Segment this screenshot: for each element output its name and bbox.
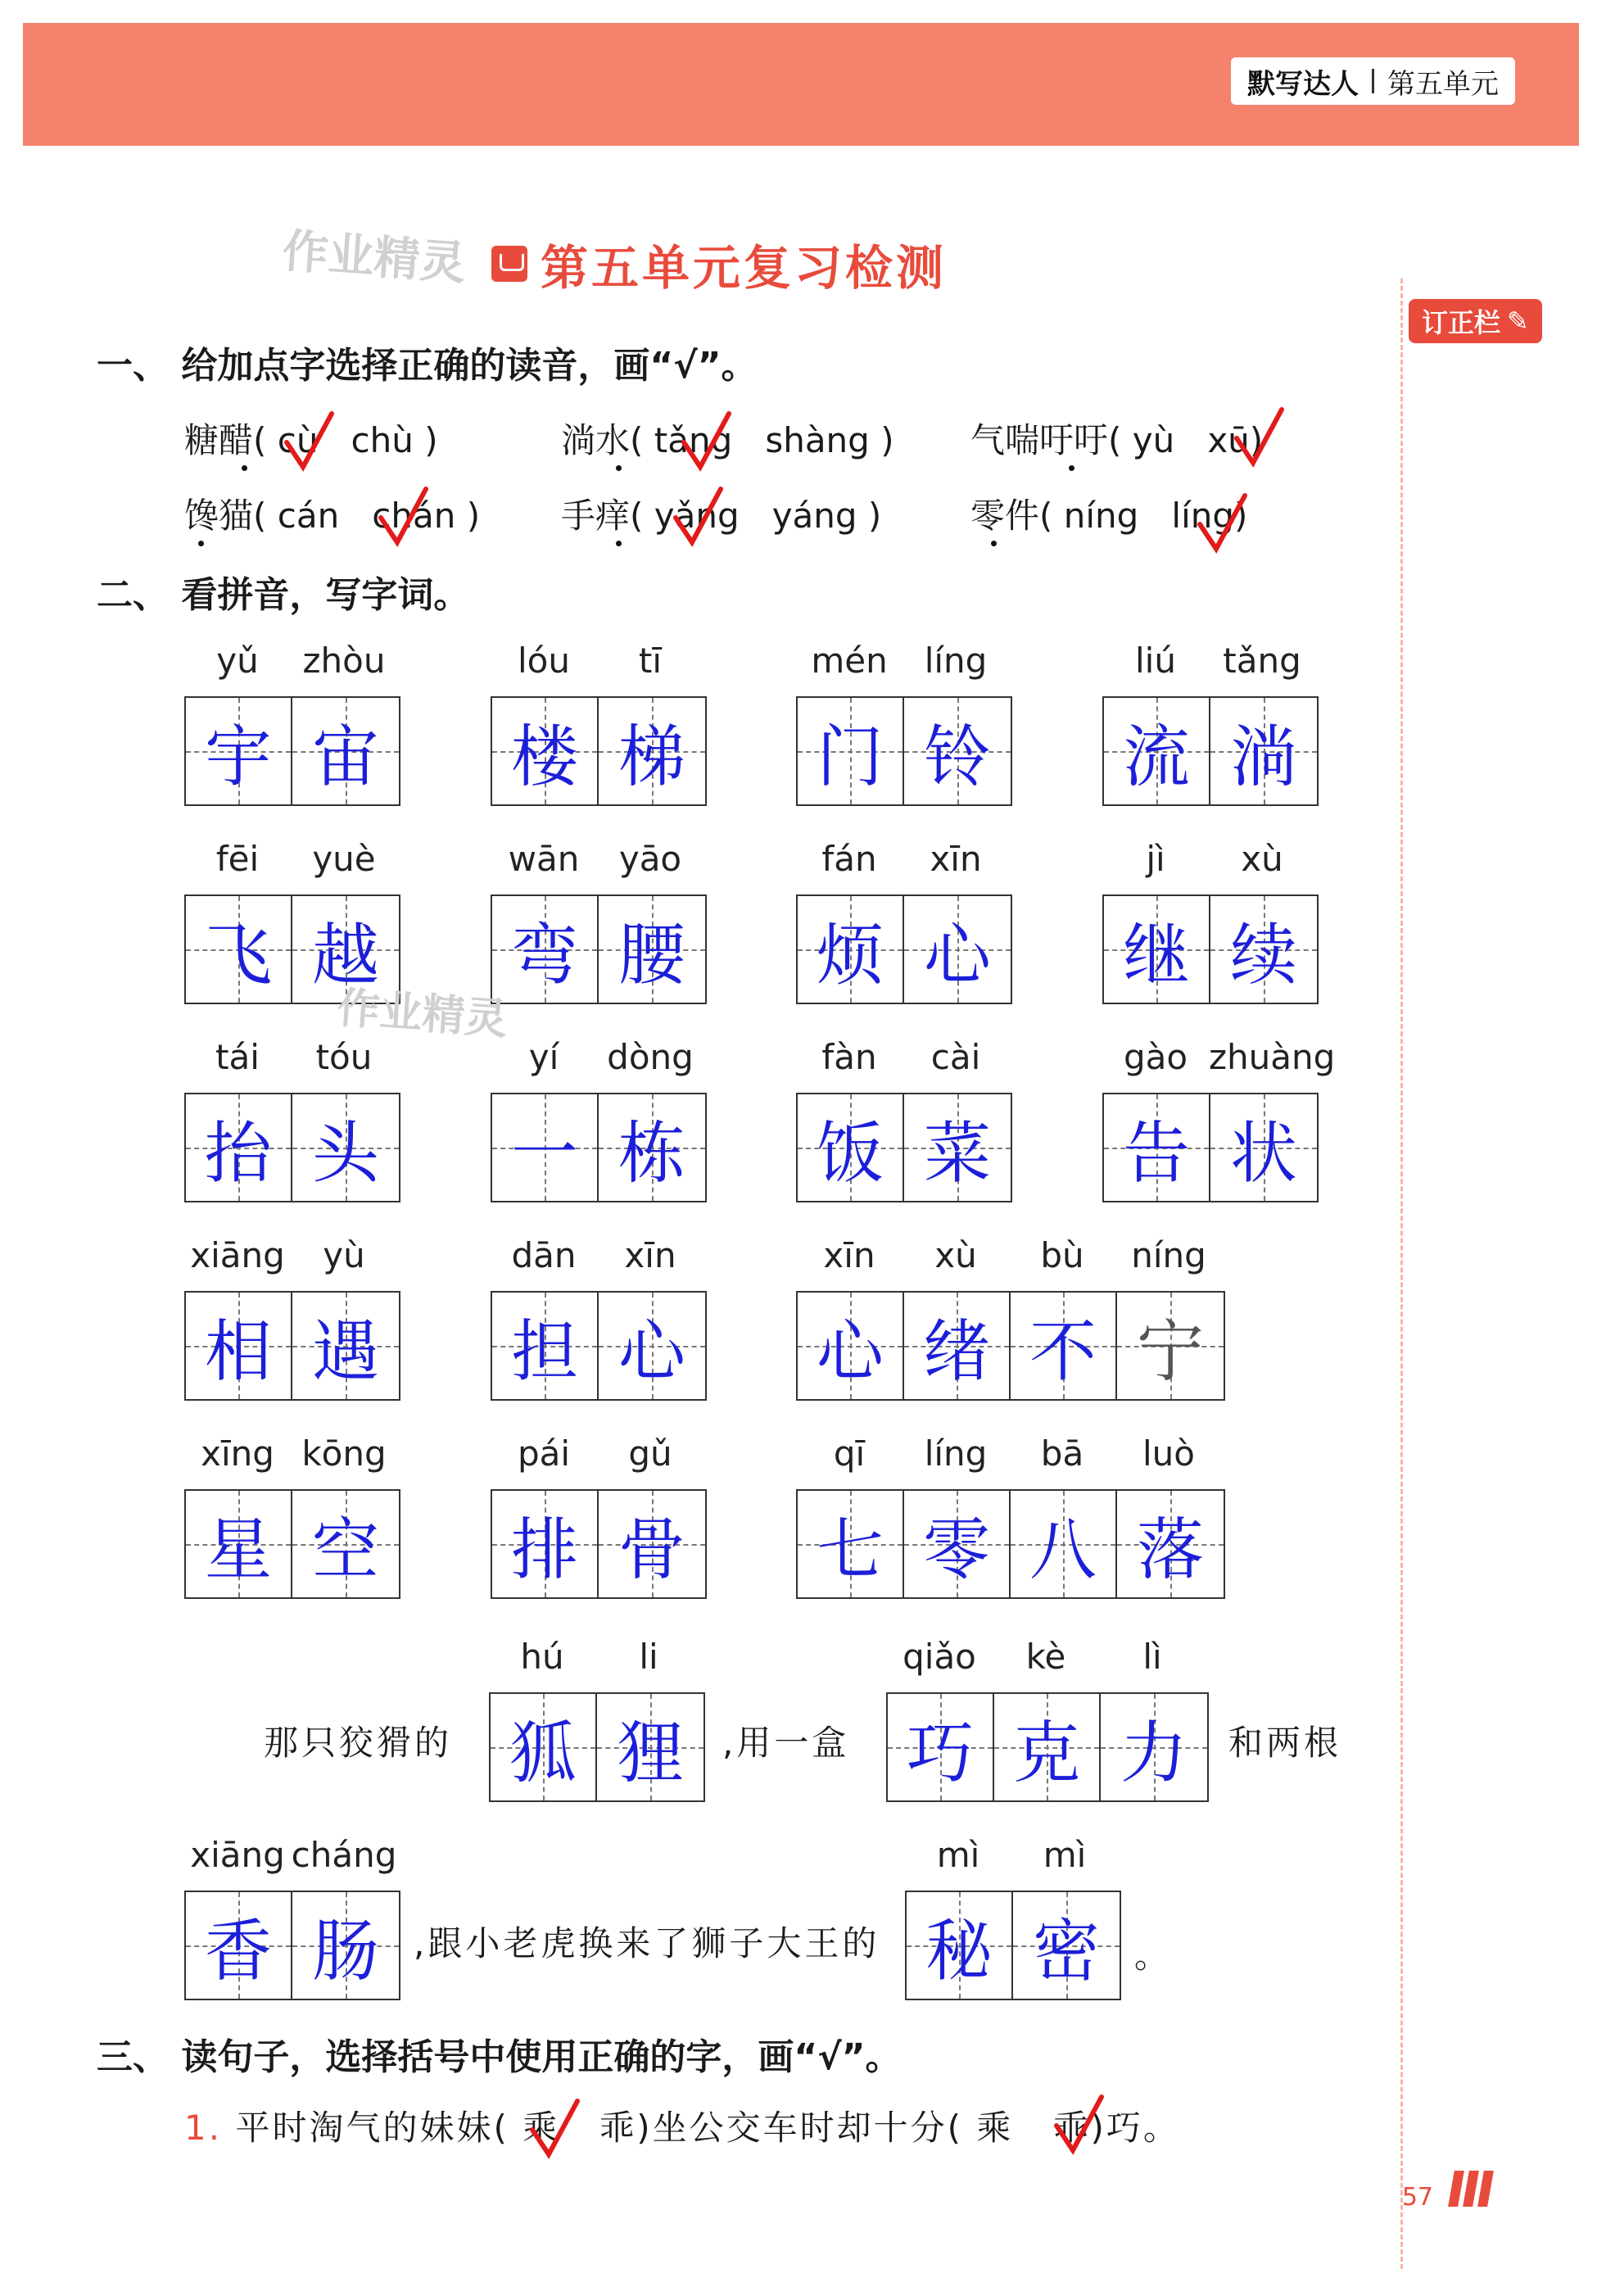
written-character: 腰 [618,916,685,994]
sentence-text: ,用一盒 [722,1723,850,1763]
item-5: 手痒( yǎng yáng ) [561,496,882,536]
pinyin-label: lì [1142,1637,1162,1677]
character-grid [184,894,400,1004]
pinyin-label: xīn [930,839,982,879]
written-character: 菜 [923,1114,991,1193]
character-grid [491,1093,707,1202]
written-character: 香 [204,1912,272,1990]
written-character: 越 [311,916,379,994]
pinyin-label: mén [811,641,888,681]
character-cell [599,1094,705,1201]
written-character: 遇 [311,1312,379,1391]
character-cell [186,1892,292,1999]
character-cell [292,1892,399,1999]
written-character: 弯 [510,916,578,994]
pinyin-label: yù [323,1235,365,1275]
written-character: 抬 [204,1114,272,1193]
written-character: 宁 [1136,1312,1204,1391]
sentence-text: 那只狡猾的 [264,1723,453,1763]
character-cell [1210,896,1317,1003]
pinyin-label: hú [520,1637,564,1677]
written-character: 狐 [509,1714,577,1792]
pinyin-label: dòng [607,1037,694,1077]
character-grid [489,1692,705,1802]
emphasis-dot [242,465,247,471]
character-cell [1013,1892,1120,1999]
character-cell [798,1293,904,1399]
written-character: 淌 [1229,718,1297,796]
sentence-text: 和两根 [1228,1723,1342,1763]
written-character: 秘 [925,1912,993,1990]
correction-text: 订正栏 [1422,307,1501,338]
character-cell [798,1491,904,1597]
watermark: 作业精灵 [335,983,509,1045]
character-cell [599,1491,705,1597]
written-character: 流 [1122,718,1190,796]
pinyin-label: xīn [823,1235,875,1275]
character-cell [292,1293,399,1399]
pinyin-label: jì [1146,839,1165,879]
section-3-heading: 三、 读句子，选择括号中使用正确的字，画“√”。 [97,2036,902,2078]
title-text: 第五单元复习检测 [541,240,948,296]
watermark: 作业精灵 [280,224,468,291]
pinyin-label: kōng [301,1433,387,1474]
written-character: 门 [816,718,884,796]
written-character: 梯 [618,718,685,796]
emphasis-dot [616,465,622,471]
page-number: 57 [1401,2183,1433,2212]
check-mark-icon [672,485,729,550]
book-icon [1451,2171,1491,2207]
written-character: 担 [510,1312,578,1391]
pinyin-label: bā [1040,1433,1084,1474]
pinyin-label: yāo [618,839,682,879]
written-character: 克 [1012,1714,1080,1792]
written-character: 八 [1029,1510,1097,1589]
written-character: 一 [510,1114,578,1193]
character-cell [798,896,904,1003]
pinyin-label: fēi [215,839,260,879]
pinyin-label: yí [528,1037,559,1077]
check-mark-icon [1233,405,1290,471]
written-character: 飞 [204,916,272,994]
pinyin-label: dān [511,1235,577,1275]
character-cell [599,698,705,804]
character-cell [186,1094,292,1201]
written-character: 告 [1122,1114,1190,1193]
character-grid [184,1891,400,2000]
section-1-heading: 一、 给加点字选择正确的读音，画“√”。 [97,345,758,387]
pinyin-label: bù [1040,1235,1084,1275]
written-character: 烦 [816,916,884,994]
character-cell [492,698,599,804]
written-character: 头 [311,1114,379,1193]
unit-name: 第五单元 [1387,67,1499,101]
pinyin-label: wān [508,839,580,879]
character-grid [184,696,400,806]
pinyin-label: gào [1123,1037,1188,1077]
character-cell [1104,1094,1210,1201]
character-cell [1210,1094,1317,1201]
character-cell [907,1892,1013,1999]
pinyin-label: kè [1025,1637,1066,1677]
written-character: 七 [816,1510,884,1589]
character-grid [796,1093,1012,1202]
character-cell [186,896,292,1003]
character-cell [492,1491,599,1597]
character-cell [292,1094,399,1201]
character-cell [491,1694,597,1800]
pinyin-label: tóu [315,1037,373,1077]
pinyin-label: fàn [821,1037,877,1077]
written-character: 密 [1032,1912,1100,1990]
section-3-item-1: 1. 平时淘气的妹妹( 乘 乖)坐公交车时却十分( 乘 乖)巧。 [184,2108,1180,2148]
character-cell [1104,698,1210,804]
item-6: 零件( níng líng) [970,496,1248,536]
pinyin-label: níng [1131,1235,1206,1275]
written-character: 续 [1229,916,1297,994]
character-grid [796,1489,1225,1599]
pinyin-label: yuè [312,839,376,879]
check-mark-icon [377,485,434,550]
pinyin-label: zhòu [302,641,386,681]
character-grid [1102,1093,1319,1202]
emphasis-dot [1069,465,1074,471]
character-cell [904,1293,1011,1399]
character-grid [796,1291,1225,1401]
check-mark-icon [1196,491,1253,557]
pinyin-label: mì [1043,1835,1087,1875]
book-name: 默写达人 [1247,67,1359,101]
character-grid [184,1093,400,1202]
pinyin-label: líng [924,641,988,681]
pinyin-label: xīn [624,1235,676,1275]
pinyin-label: tī [638,641,663,681]
pinyin-label: xiāng [190,1835,285,1875]
written-character: 空 [311,1510,379,1589]
correction-label [1409,299,1542,343]
character-cell [292,698,399,804]
written-character: 心 [923,916,991,994]
character-grid [491,1489,707,1599]
pinyin-label: yǔ [216,641,259,681]
character-cell [292,1491,399,1597]
header-divider [1372,69,1374,93]
character-grid [184,1291,400,1401]
written-character: 不 [1029,1312,1097,1391]
character-cell [1011,1293,1117,1399]
character-grid [905,1891,1121,2000]
section-2-heading: 二、 看拼音，写字词。 [97,574,470,616]
character-cell [904,896,1011,1003]
written-character: 零 [922,1510,990,1589]
character-cell [186,1293,292,1399]
pinyin-label: mì [936,1835,980,1875]
sentence-text: ,跟小老虎换来了狮子大王的 [414,1923,880,1963]
check-mark-icon [528,2097,586,2162]
written-character: 相 [204,1312,272,1391]
pinyin-label: pái [517,1433,571,1474]
check-mark-icon [1052,2093,1110,2158]
pinyin-label: tái [215,1037,260,1077]
pinyin-label: xiāng [190,1235,285,1275]
character-grid [1102,696,1319,806]
character-cell [1210,698,1317,804]
written-character: 骨 [618,1510,685,1589]
character-cell [1117,1491,1224,1597]
character-cell [186,1491,292,1597]
written-character: 肠 [311,1912,379,1990]
character-grid [796,894,1012,1004]
character-cell [798,1094,904,1201]
pinyin-label: lóu [518,641,570,681]
pinyin-label: gǔ [628,1433,672,1474]
page-title [491,229,947,298]
item-1: 糖醋( cù chù ) [184,420,438,460]
pinyin-label: líng [924,1433,988,1474]
written-character: 栋 [618,1114,685,1193]
character-cell [597,1694,703,1800]
written-character: 绪 [922,1312,990,1391]
written-character: 宇 [204,718,272,796]
written-character: 力 [1120,1714,1188,1792]
character-grid [184,1489,400,1599]
character-grid [796,696,1012,806]
written-character: 饭 [816,1114,884,1193]
written-character: 狸 [616,1714,684,1792]
written-character: 楼 [510,718,578,796]
character-cell [1011,1491,1117,1597]
written-character: 铃 [923,718,991,796]
item-number: 1. [184,2108,223,2148]
header-label [1231,57,1515,105]
written-character: 状 [1229,1114,1297,1193]
written-character: 落 [1136,1510,1204,1589]
pinyin-label: cháng [291,1835,397,1875]
written-character: 巧 [906,1714,974,1792]
character-grid [491,696,707,806]
item-3: 气喘吁吁( yù xū) [970,420,1264,460]
written-character: 排 [510,1510,578,1589]
character-grid [491,1291,707,1401]
character-cell [599,896,705,1003]
character-grid [1102,894,1319,1004]
character-cell [904,1491,1011,1597]
character-cell [1101,1694,1207,1800]
character-cell [798,698,904,804]
pinyin-label: li [639,1637,658,1677]
written-character: 宙 [311,718,379,796]
written-character: 心 [618,1312,685,1391]
emphasis-dot [991,541,997,546]
character-cell [186,698,292,804]
check-mark-icon [680,410,737,475]
pinyin-label: tǎng [1223,641,1301,681]
character-cell [904,1094,1011,1201]
written-character: 继 [1122,916,1190,994]
character-cell [904,698,1011,804]
correction-divider [1400,279,1403,2269]
character-grid [886,1692,1209,1802]
pinyin-label: qī [833,1433,866,1474]
pinyin-label: cài [930,1037,981,1077]
character-grid [491,894,707,1004]
pinyin-label: zhuàng [1209,1037,1336,1077]
item-2: 淌水( tǎng shàng ) [561,420,894,460]
character-cell [994,1694,1101,1800]
character-cell [492,1293,599,1399]
character-cell [1104,896,1210,1003]
pinyin-label: qiǎo [903,1637,976,1677]
character-cell [1117,1293,1224,1399]
character-cell [492,1094,599,1201]
sentence-text: 。 [1134,1936,1173,1976]
written-character: 心 [816,1312,884,1391]
pinyin-label: fán [821,839,877,879]
written-character: 星 [204,1510,272,1589]
character-cell [888,1694,994,1800]
pinyin-label: liú [1135,641,1176,681]
emphasis-dot [616,541,622,546]
check-mark-icon [283,410,340,475]
item-4: 馋猫( cán chán ) [184,496,481,536]
pencil-icon: ✎ [1507,306,1529,337]
pinyin-label: xù [934,1235,977,1275]
pinyin-label: xīng [201,1433,274,1474]
character-cell [599,1293,705,1399]
title-icon [491,246,527,282]
pinyin-label: luò [1142,1433,1195,1474]
pinyin-label: xù [1241,839,1283,879]
emphasis-dot [198,541,204,546]
